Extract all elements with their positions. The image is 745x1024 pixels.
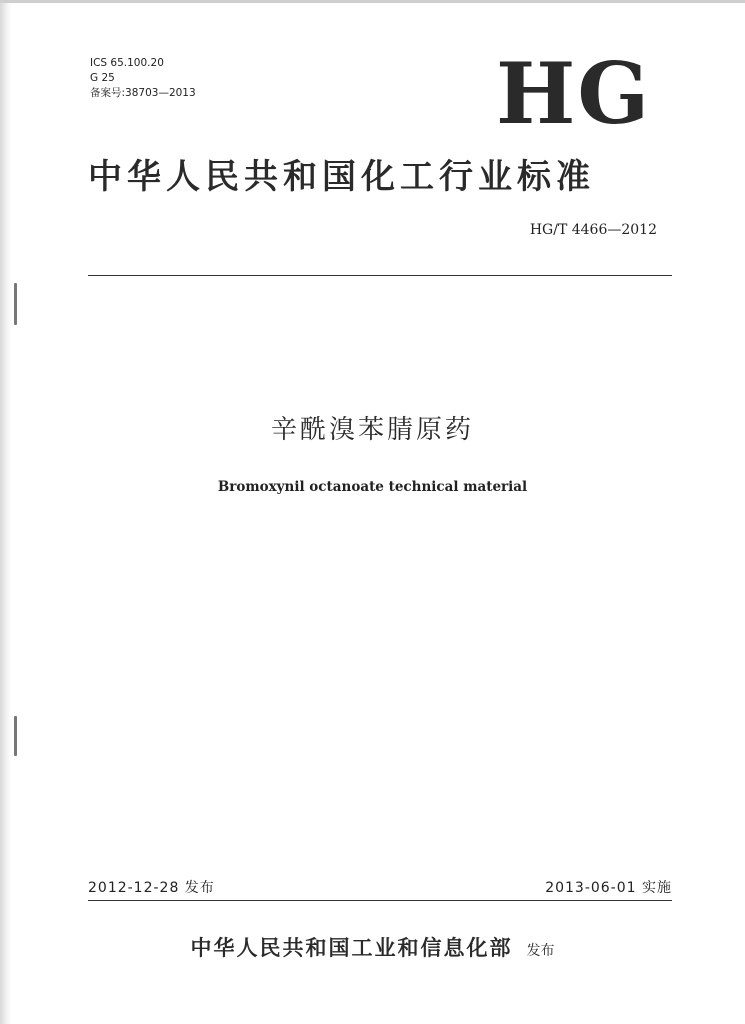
footer-divider: [88, 900, 672, 901]
ccs-code: G 25: [90, 72, 115, 84]
document-title-english: Bromoxynil octanoate technical material: [217, 479, 528, 495]
header-divider: [88, 275, 672, 276]
issue-date: 2012-12-28 发布: [88, 880, 215, 896]
classification-block: [90, 56, 196, 101]
publisher-line: [0, 928, 745, 971]
document-title-chinese: 辛酰溴苯腈原药: [270, 415, 474, 445]
publisher-action: 发布: [526, 943, 555, 959]
binding-mark: [14, 716, 17, 756]
filing-number: 备案号:38703—2013: [90, 87, 196, 99]
scan-edge: [0, 0, 12, 1024]
standard-category-title: 中华人民共和国化工行业标准: [88, 157, 595, 197]
implementation-date: 2013-06-01 实施: [545, 880, 672, 896]
hg-mark: HG: [496, 44, 652, 143]
scan-edge-top: [0, 0, 745, 3]
publisher-name: 中华人民共和国工业和信息化部: [190, 936, 513, 960]
standard-number: HG/T 4466—2012: [529, 222, 657, 238]
ics-code: ICS 65.100.20: [90, 57, 164, 69]
binding-mark: [14, 283, 17, 325]
